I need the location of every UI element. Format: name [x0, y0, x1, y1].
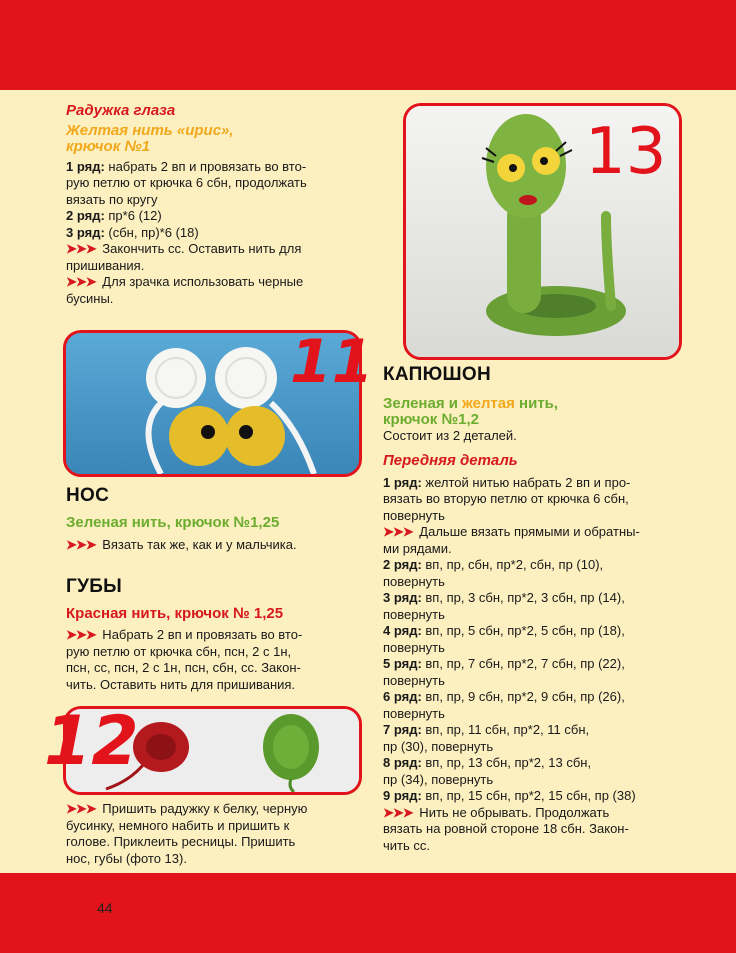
lips-thread: Красная нить, крючок № 1,25 [66, 604, 284, 622]
front-part-row: 4 ряд: вп, пр, 5 сбн, пр*2, 5 сбн, пр (18), [383, 623, 625, 638]
front-part-row: вязать на ровной стороне 18 сбн. Закон- [383, 821, 629, 836]
iris-row: 3 ряд: (сбн, пр)*6 (18) [66, 224, 199, 240]
lips-heading: ГУБЫ [66, 576, 123, 597]
front-part-row: повернуть [383, 507, 445, 523]
photo-number-11: 11 [290, 327, 374, 397]
arrow-icon: ➤➤➤ [66, 274, 96, 289]
front-part-row: вязать во вторую петлю от крючка 6 сбн, [383, 491, 629, 506]
front-part-row: повернуть [383, 573, 445, 589]
iris-section [66, 103, 366, 307]
page-number: 44 [97, 900, 113, 916]
front-part-row: повернуть [383, 672, 445, 688]
lips-text: псн, сс, псн, 2 с 1н, псн, сбн, сс. Закон- [66, 660, 301, 675]
nose-note: ➤➤➤ Вязать так же, как и у мальчика. [66, 536, 297, 552]
front-part-row: повернуть [383, 639, 445, 655]
nose-heading: НОС [66, 485, 110, 506]
iris-note: ➤➤➤ Закончить сс. Оставить нить для [66, 241, 302, 256]
front-part-row: ми рядами. [383, 540, 452, 556]
lips-text: рую петлю от крючка сбн, псн, 2 с 1н, [66, 643, 292, 659]
arrow-icon: ➤➤➤ [66, 801, 96, 816]
front-part-row: 5 ряд: вп, пр, 7 сбн, пр*2, 7 сбн, пр (22), [383, 656, 625, 671]
hood-heading: КАПЮШОН [383, 364, 492, 385]
lips-text: ➤➤➤ Набрать 2 вп и провязать во вто- [66, 627, 303, 642]
hood-thread: Зеленая и желтая нить, [383, 394, 559, 412]
photo-number-12: 12 [44, 702, 139, 781]
assembly-text: нос, губы (фото 13). [66, 850, 187, 866]
assembly-section [66, 801, 366, 867]
front-part-row: 6 ряд: вп, пр, 9 сбн, пр*2, 9 сбн, пр (26), [383, 689, 625, 704]
assembly-text: ➤➤➤ Пришить радужку к белку, черную [66, 801, 308, 816]
iris-thread-line1: Желтая нить «ирис», [66, 121, 234, 139]
front-part-row: 3 ряд: вп, пр, 3 сбн, пр*2, 3 сбн, пр (14), [383, 590, 625, 605]
front-part-row: ➤➤➤ Нить не обрывать. Продолжать [383, 804, 610, 820]
arrow-icon: ➤➤➤ [383, 524, 413, 539]
photo-number-13: 13 [585, 115, 667, 189]
top-red-band [0, 0, 736, 90]
front-part-row: 8 ряд: вп, пр, 13 сбн, пр*2, 13 сбн, [383, 755, 592, 770]
iris-note-cont: бусины. [66, 290, 114, 306]
iris-row: вязать по кругу [66, 191, 158, 207]
front-part-row: 1 ряд: желтой нитью набрать 2 вп и про- [383, 474, 631, 490]
hood-consists: Состоит из 2 деталей. [383, 427, 517, 443]
front-part-row: пр (30), повернуть [383, 738, 494, 754]
arrow-icon: ➤➤➤ [383, 804, 413, 820]
iris-title: Радужка глаза [66, 102, 176, 119]
arrow-icon: ➤➤➤ [66, 536, 96, 552]
iris-row: рую петлю от крючка 6 сбн, продолжать [66, 175, 307, 190]
nose-section [66, 485, 366, 553]
arrow-icon: ➤➤➤ [66, 241, 96, 256]
hood-hook: крючок №1,2 [383, 410, 480, 428]
hood-section [383, 364, 683, 854]
iris-rows [66, 159, 366, 308]
lips-text: чить. Оставить нить для пришивания. [66, 676, 296, 692]
iris-note: ➤➤➤ Для зрачка использовать черные [66, 274, 304, 289]
nose-thread: Зеленая нить, крючок №1,25 [66, 513, 280, 531]
iris-row: 1 ряд: набрать 2 вп и провязать во вто- [66, 158, 307, 174]
front-part-row: ➤➤➤ Дальше вязать прямыми и обратны- [383, 524, 640, 539]
assembly-text: бусинку, немного набить и пришить к [66, 817, 290, 833]
front-part-row: 2 ряд: вп, пр, сбн, пр*2, сбн, пр (10), [383, 557, 604, 572]
arrow-icon: ➤➤➤ [66, 627, 96, 642]
front-part-rows [383, 475, 683, 855]
front-part-row: повернуть [383, 705, 445, 721]
front-part-row: пр (34), повернуть [383, 771, 494, 787]
front-part-row: 7 ряд: вп, пр, 11 сбн, пр*2, 11 сбн, [383, 722, 590, 737]
front-part-row: повернуть [383, 606, 445, 622]
lips-section [66, 576, 366, 693]
iris-note-cont: пришивания. [66, 257, 145, 273]
assembly-text: голове. Приклеить ресницы. Пришить [66, 834, 296, 849]
front-part-title: Передняя деталь [383, 452, 518, 469]
front-part-row: чить сс. [383, 837, 430, 853]
front-part-row: 9 ряд: вп, пр, 15 сбн, пр*2, 15 сбн, пр (38) [383, 788, 636, 803]
iris-thread-line2: крючок №1 [66, 137, 151, 155]
iris-row: 2 ряд: пр*6 (12) [66, 208, 162, 223]
